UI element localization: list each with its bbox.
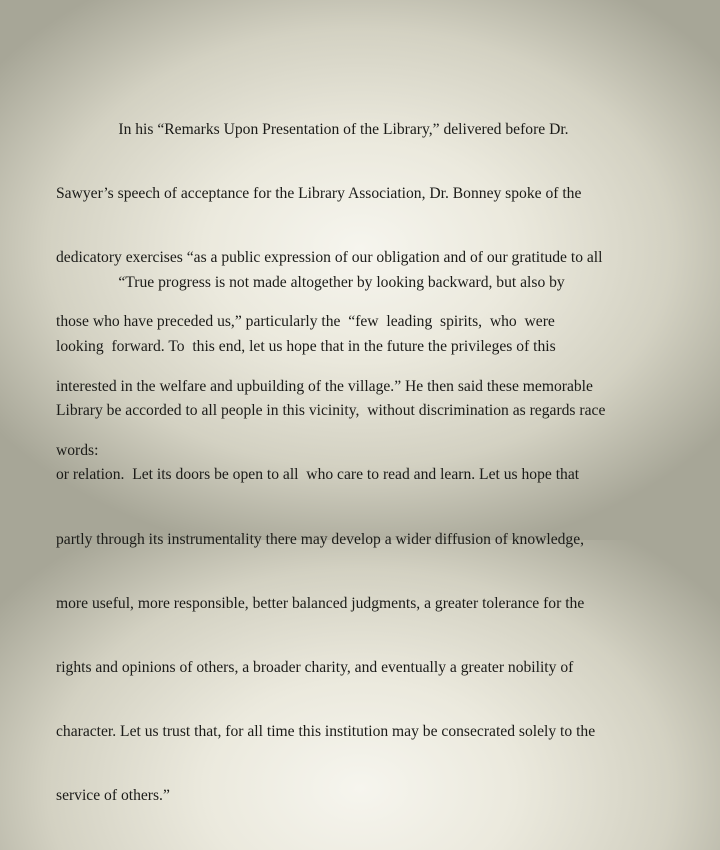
text-line: Library be accorded to all people in this vicinity, without discrimination as regards race [56,402,606,420]
text-line: more useful, more responsible, better balanced judgments, a greater tolerance for the [56,594,585,612]
quote-paragraph [56,229,668,850]
text-line: In his “Remarks Upon Presentation of the Library,” delivered before Dr. [56,120,569,138]
text-line: words: [56,441,99,459]
text-line: “True progress is not made altogether by looking backward, but also by [56,273,565,291]
text-line: character. Let us trust that, for all time this institution may be consecrated solely to the [56,723,596,741]
text-line: dedicatory exercises “as a public expression of our obligation and of our gratitude to all [56,249,603,267]
text-line: interested in the welfare and upbuilding of the village.” He then said these memorable [56,377,593,395]
text-line: or relation. Let its doors be open to all who care to read and learn. Let us hope that [56,466,580,484]
text-line: Sawyer’s speech of acceptance for the Library Association, Dr. Bonney spoke of the [56,185,582,203]
text-line: service of others.” [56,787,170,805]
text-line: rights and opinions of others, a broader charity, and eventually a greater nobility of [56,659,574,677]
text-line: partly through its instrumentality there may develop a wider diffusion of knowledge, [56,530,585,548]
text-line: looking forward. To this end, let us hope that in the future the privileges of this [56,338,556,356]
text-line: those who have preceded us,” particularly the “few leading spirits, who were [56,313,555,331]
